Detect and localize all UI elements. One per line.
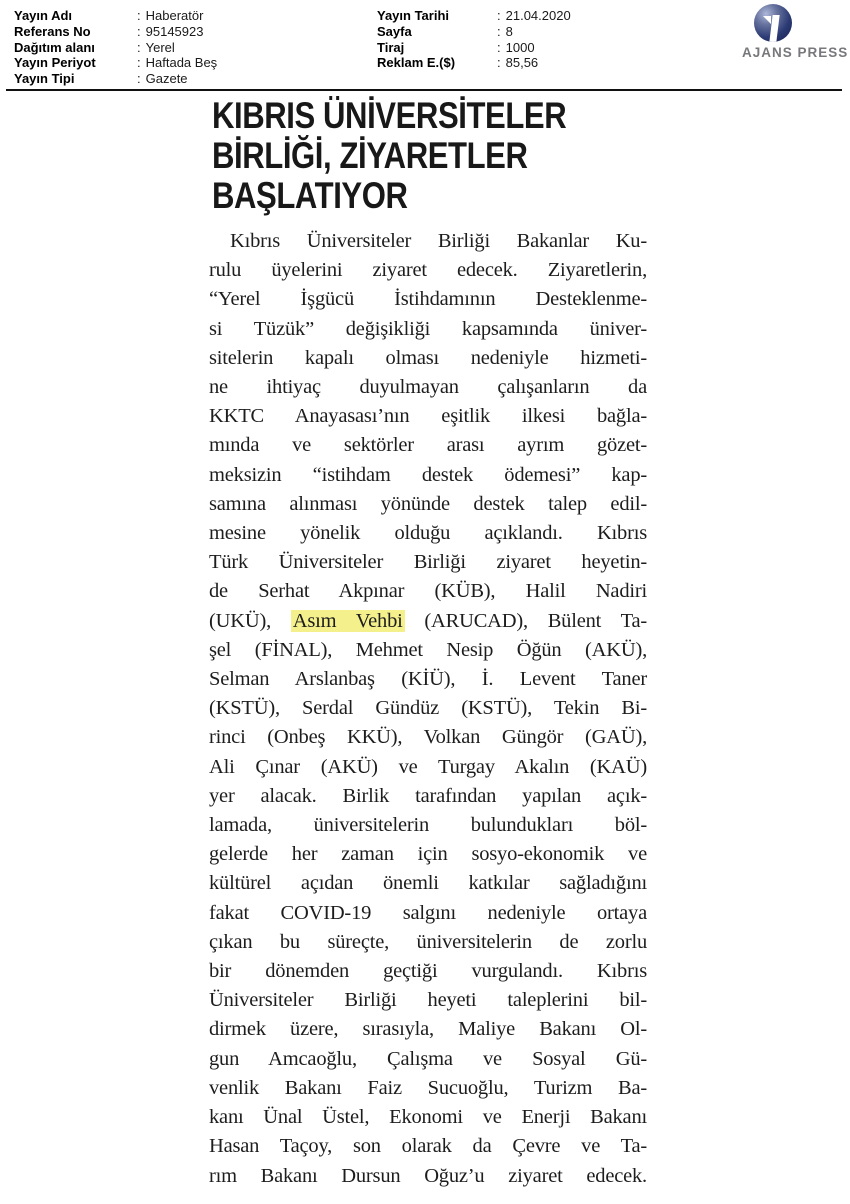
meta-row (14, 71, 217, 87)
meta-label: Tiraj (377, 39, 405, 55)
meta-separator: : (137, 8, 141, 23)
article-line: venlik Bakanı Faiz Sucuoğlu, Turizm Ba- (209, 1076, 647, 1099)
meta-label: Yayın Tipi (14, 71, 75, 87)
article-line: Kıbrıs Üniversiteler Birliği Bakanlar Ku- (230, 230, 647, 252)
article-line: yer alacak. Birlik tarafından yapılan açık- (209, 784, 647, 807)
article-line: ne ihtiyaç duyulmayan çalışanların da (209, 376, 647, 399)
meta-value: 95145923 (145, 23, 204, 39)
article-line: şel (FİNAL), Mehmet Nesip Öğün (AKÜ), (209, 638, 647, 661)
article-line: Türk Üniversiteler Birliği ziyaret heyetin- (209, 551, 647, 574)
meta-label: Referans No (14, 23, 91, 39)
article-line: bir dönemden geçtiği vurgulandı. Kıbrıs (209, 960, 647, 983)
meta-value: 1000 (505, 39, 535, 55)
article-line: KKTC Anayasası’nın eşitlik ilkesi bağla- (209, 405, 647, 428)
article-line: meksizin “istihdam destek ödemesi” kap- (209, 463, 647, 486)
meta-label: Reklam E.($) (377, 55, 456, 71)
meta-value: 8 (505, 23, 513, 39)
meta-row (377, 24, 571, 40)
line-text: (ARUCAD), Bülent Ta- (404, 609, 647, 632)
article-body (209, 227, 647, 1191)
meta-separator: : (137, 55, 141, 71)
meta-label: Dağıtım alanı (14, 39, 95, 55)
article-line: si Tüzük” değişikliği kapsamında üniver- (209, 317, 647, 340)
headline-line: BİRLİĞİ, ZİYARETLER (212, 135, 528, 176)
meta-row (14, 55, 217, 71)
article-line: (KSTÜ), Serdal Gündüz (KSTÜ), Tekin Bi- (209, 697, 647, 720)
article-line: Üniversiteler Birliği heyeti taleplerini bil- (209, 989, 647, 1012)
line-text: (UKÜ), (209, 609, 291, 632)
meta-label: Yayın Adı (14, 8, 73, 23)
article-headline (212, 96, 566, 216)
meta-value: Gazete (145, 71, 188, 87)
meta-value: Haftada Beş (145, 55, 218, 71)
ajans-press-sphere-icon (754, 4, 792, 42)
article-line: mesine yönelik olduğu açıklandı. Kıbrıs (209, 522, 647, 545)
meta-value: Haberatör (145, 8, 204, 23)
article-line: Selman Arslanbaş (KİÜ), İ. Levent Taner (209, 668, 647, 691)
meta-separator: : (497, 55, 501, 71)
header-divider (6, 89, 842, 91)
meta-row (377, 55, 571, 71)
article-line: çıkan bu süreçte, üniversitelerin de zorlu (209, 930, 647, 953)
meta-label: Sayfa (377, 23, 412, 39)
article-line: sitelerin kapalı olması nedeniyle hizmeti- (209, 346, 647, 369)
article-line: rım Bakanı Dursun Oğuz’u ziyaret edecek. (209, 1164, 647, 1187)
meta-label: Yayın Periyot (14, 55, 96, 71)
article-line: gelerde her zaman için sosyo-ekonomik ve (209, 843, 647, 866)
article-line: “Yerel İşgücü İstihdamının Desteklenme- (209, 288, 647, 311)
article-line: fakat COVID-19 salgını nedeniyle ortaya (209, 901, 647, 924)
article-line: samına alınması yönünde destek talep edil- (209, 492, 647, 515)
meta-separator: : (137, 39, 141, 55)
meta-value: Yerel (145, 39, 175, 55)
highlighted-text: Asım Vehbi (292, 609, 403, 632)
article-line: kanı Ünal Üstel, Ekonomi ve Enerji Bakanı (209, 1106, 647, 1129)
meta-column-left (14, 8, 217, 87)
meta-column-right (377, 8, 571, 71)
meta-label: Yayın Tarihi (377, 8, 450, 23)
meta-value: 21.04.2020 (505, 8, 571, 23)
meta-row (14, 8, 217, 24)
meta-separator: : (137, 71, 141, 87)
article-line: rulu üyelerini ziyaret edecek. Ziyaretlerin, (209, 259, 647, 282)
article-line: lamada, üniversitelerin bulundukları böl- (209, 814, 647, 837)
article-line: Ali Çınar (AKÜ) ve Turgay Akalın (KAÜ) (209, 755, 647, 778)
meta-separator: : (137, 23, 141, 39)
article-line: gun Amcaoğlu, Çalışma ve Sosyal Gü- (209, 1047, 647, 1070)
logo-flag-shape (763, 16, 771, 24)
article-line (209, 607, 647, 636)
meta-row (377, 8, 571, 24)
article-line: mında ve sektörler arası ayrım gözet- (209, 434, 647, 457)
article-line: rinci (Onbeş KKÜ), Volkan Güngör (GAÜ), (209, 726, 647, 749)
article-line: dirmek üzere, sırasıyla, Maliye Bakanı Ol- (209, 1018, 647, 1041)
article-line: Hasan Taçoy, son olarak da Çevre ve Ta- (209, 1135, 647, 1158)
article-line: de Serhat Akpınar (KÜB), Halil Nadiri (209, 580, 647, 603)
article-line: kültürel açıdan önemli katkılar sağladığını (209, 872, 647, 895)
ajans-press-logo (742, 4, 849, 60)
meta-separator: : (497, 23, 501, 39)
meta-separator: : (497, 39, 501, 55)
meta-row (14, 24, 217, 40)
ajans-press-logo-text: AJANS PRESS (742, 45, 849, 60)
headline-line: KIBRIS ÜNİVERSİTELER (212, 95, 567, 136)
meta-separator: : (497, 8, 501, 23)
meta-value: 85,56 (505, 55, 539, 71)
meta-row (377, 40, 571, 56)
meta-row (14, 40, 217, 56)
headline-line: BAŞLATIYOR (212, 175, 408, 216)
